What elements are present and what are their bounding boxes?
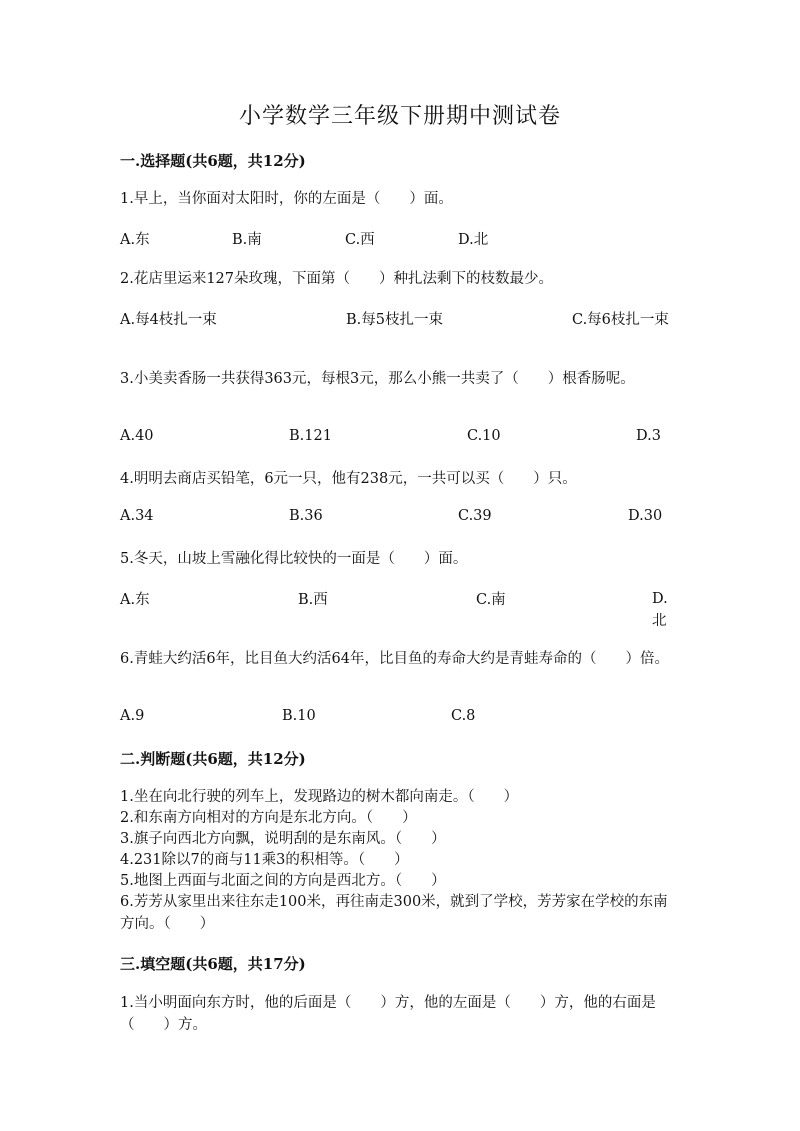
option: D.北 (458, 232, 489, 248)
option: B.南 (232, 232, 262, 248)
option: D.北 (652, 591, 668, 629)
section-heading-judge: 二.判断题(共6题，共12分) (120, 750, 306, 768)
question-text: 1.当小明面向东方时，他的后面是（ ）方，他的左面是（ ）方，他的右面是（ ）方。 (120, 995, 656, 1033)
question-text: 5.冬天，山坡上雪融化得比较快的一面是（ ）面。 (120, 551, 468, 567)
page-title: 小学数学三年级下册期中测试卷 (238, 104, 561, 129)
option: B.10 (282, 708, 316, 724)
option: A.东 (120, 592, 150, 608)
option: D.3 (636, 428, 661, 444)
options-row (120, 588, 680, 629)
option: C.10 (467, 428, 501, 444)
question-text: 6.青蛙大约活6年，比目鱼大约活64年，比目鱼的寿命大约是青蛙寿命的（ ）倍。 (120, 651, 670, 667)
options-row (120, 228, 680, 250)
question-text: 4.明明去商店买铅笔，6元一只，他有238元，一共可以买（ ）只。 (120, 471, 577, 487)
option: B.36 (289, 508, 323, 524)
judge-item: 3.旗子向西北方向飘，说明刮的是东南风。（ ） (120, 831, 446, 847)
option: C.南 (476, 592, 506, 608)
judge-item: 4.231除以7的商与11乘3的积相等。（ ） (120, 852, 409, 868)
option: A.每4枝扎一束 (120, 312, 217, 328)
question-text: 2.花店里运来127朵玫瑰，下面第（ ）种扎法剩下的枝数最少。 (120, 271, 554, 287)
option: B.每5枝扎一束 (346, 312, 443, 328)
question-text: 3.小美卖香肠一共获得363元，每根3元，那么小熊一共卖了（ ）根香肠呢。 (120, 371, 635, 387)
option: C.每6枝扎一束 (572, 312, 669, 328)
question-text: 1.早上，当你面对太阳时，你的左面是（ ）面。 (120, 191, 453, 207)
options-row (120, 508, 680, 530)
option: A.40 (120, 428, 154, 444)
judge-item: 6.芳芳从家里出来往东走100米，再往南走300米，就到了学校，芳芳家在学校的东南方向。（ ） (120, 894, 668, 932)
option: A.东 (120, 232, 150, 248)
option: D.30 (628, 508, 663, 524)
judge-item: 2.和东南方向相对的方向是东北方向。（ ） (120, 810, 417, 826)
option: C.39 (458, 508, 492, 524)
option: C.8 (451, 708, 476, 724)
option: C.西 (345, 232, 375, 248)
option: B.121 (289, 428, 332, 444)
section-heading-fill: 三.填空题(共6题，共17分) (120, 955, 306, 973)
judge-item: 1.坐在向北行驶的列车上，发现路边的树木都向南走。（ ） (120, 789, 519, 805)
options-row (120, 708, 680, 730)
judge-item: 5.地图上西面与北面之间的方向是西北方。（ ） (120, 873, 446, 889)
option: A.9 (120, 708, 145, 724)
section-heading-choice: 一.选择题(共6题，共12分) (120, 152, 306, 170)
options-row (120, 308, 680, 330)
option: B.西 (298, 592, 328, 608)
option: A.34 (120, 508, 154, 524)
options-row (120, 428, 680, 450)
exam-page (120, 0, 680, 1131)
